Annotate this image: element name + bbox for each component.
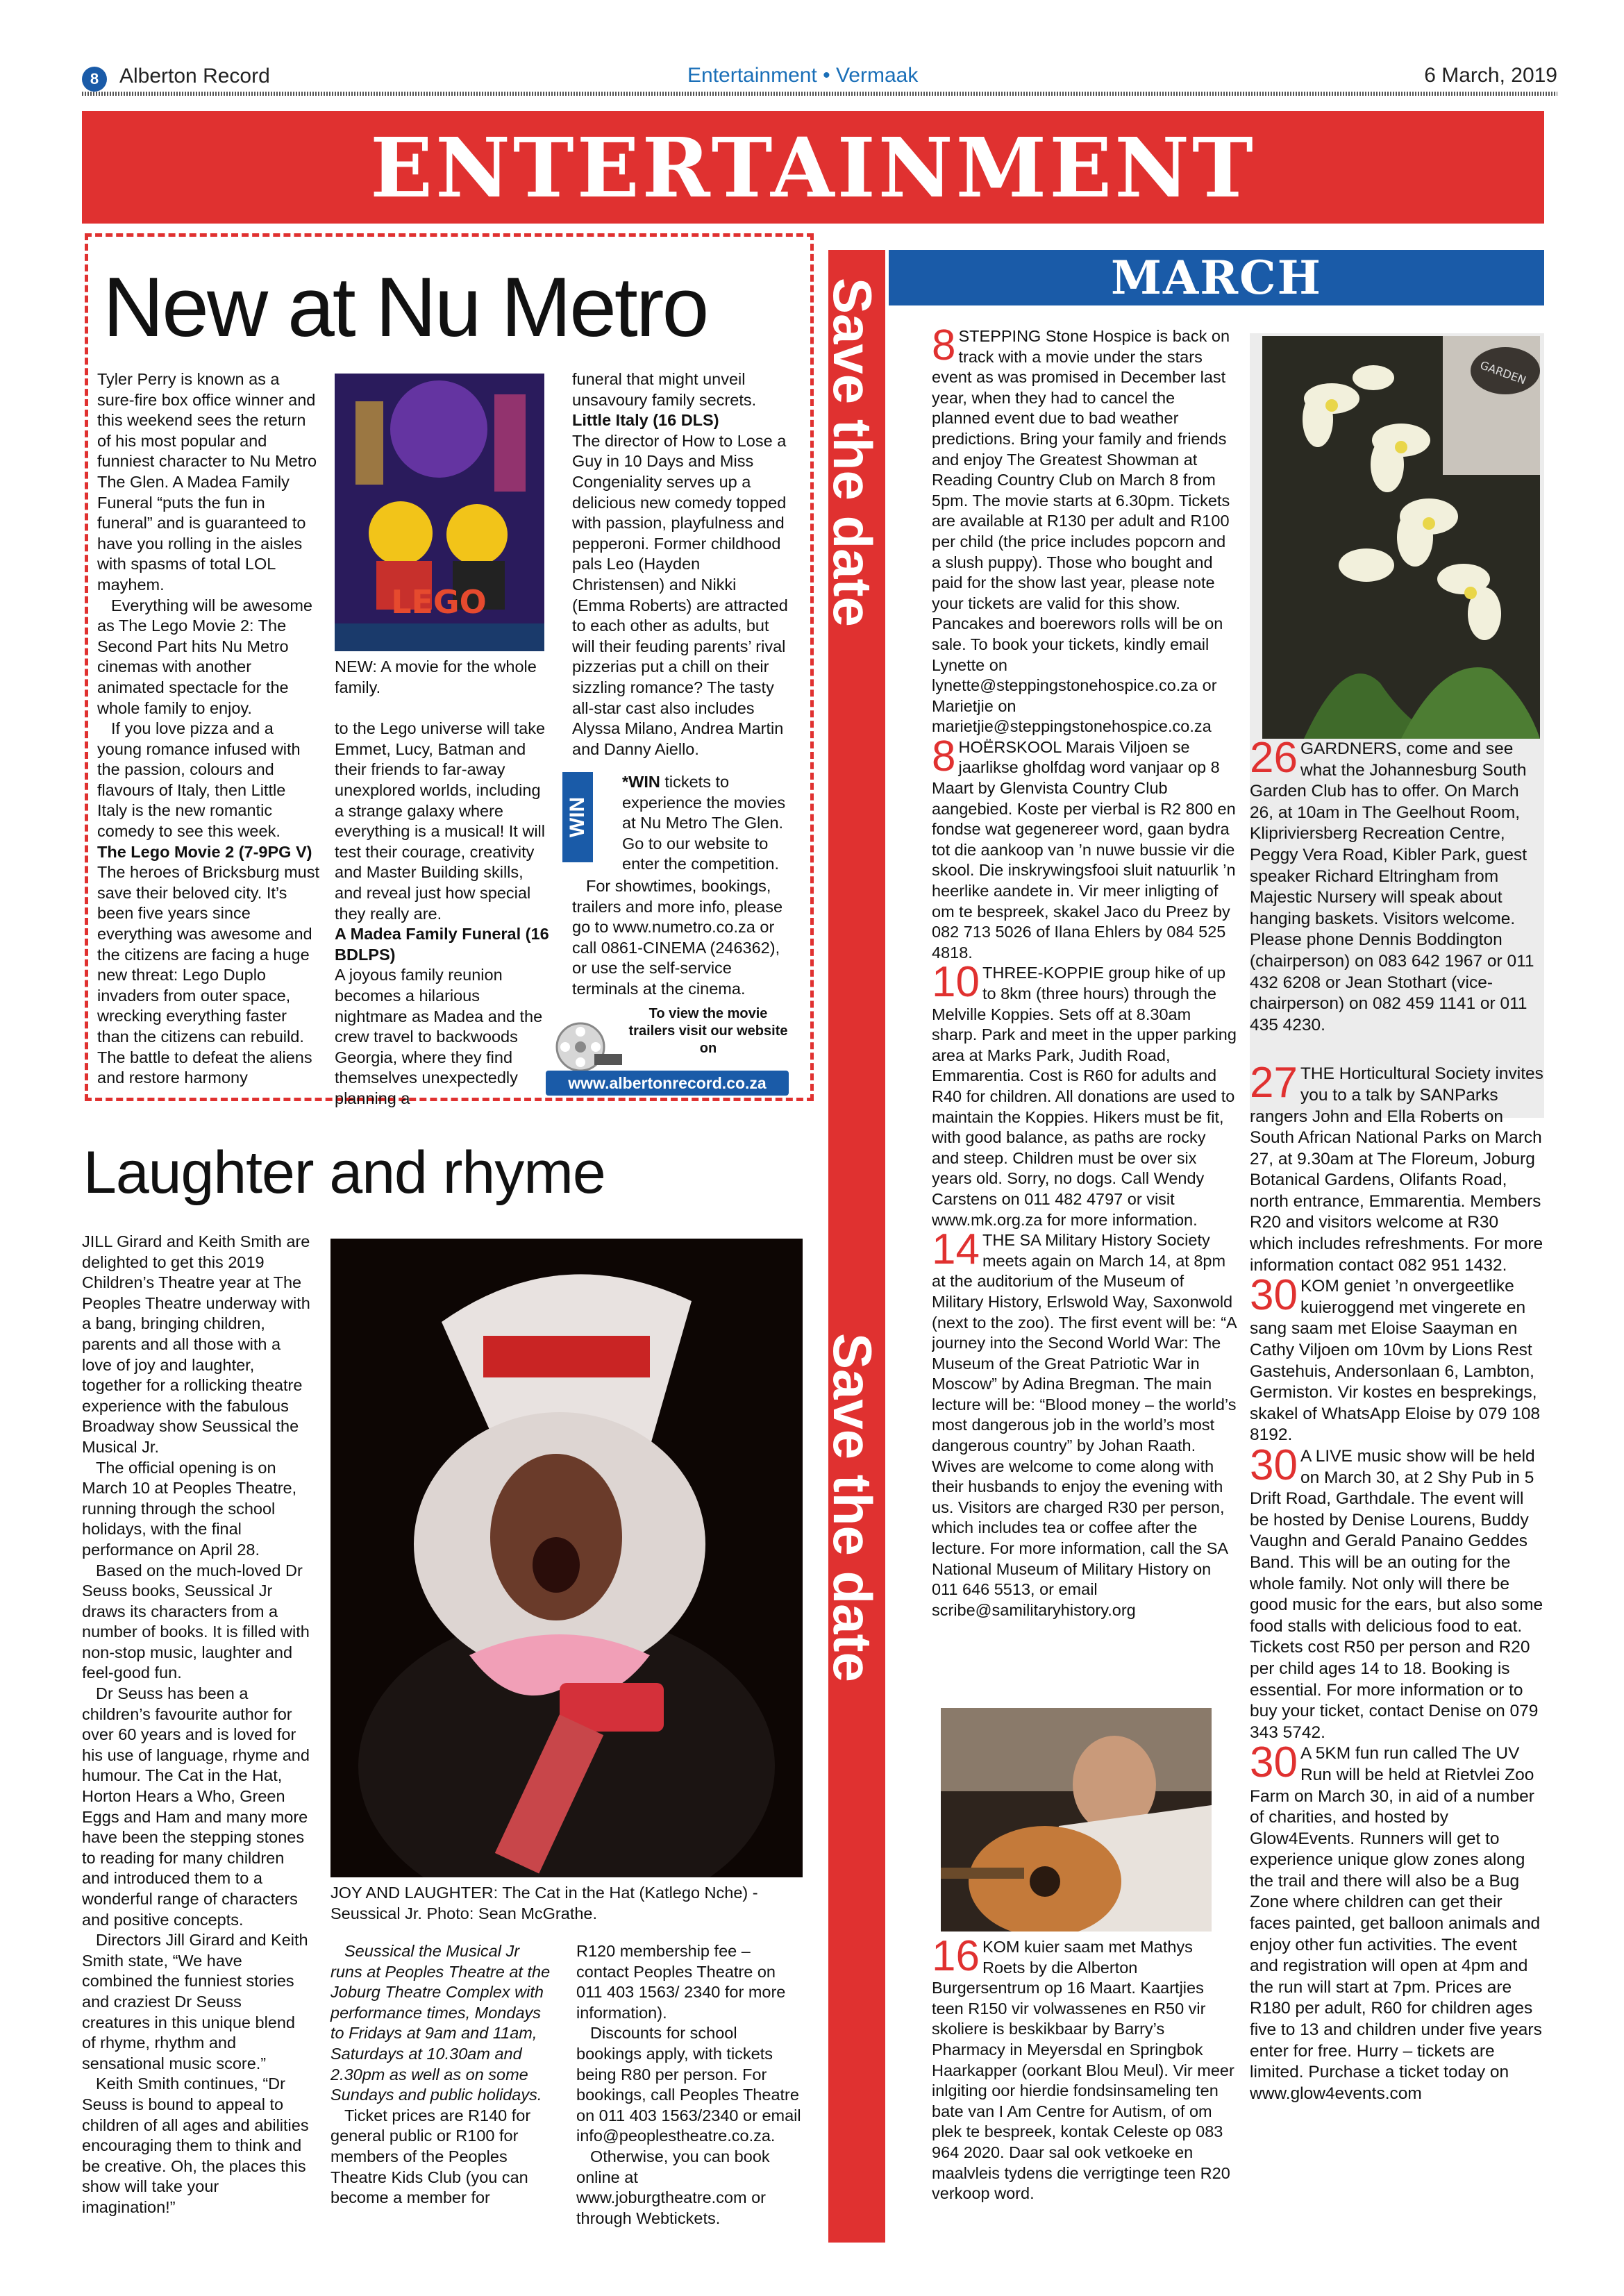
event-text: KOM geniet ’n onvergeetlike kuieroggend met vingerete en sang saam met Eloise Saayman en Cathy Viljoen om 10vm by Lions Rest Gastehuis, Andersonlaan 6, Lambton, Germiston. Vir kostes en besprekings, skakel of WhatsApp Eloise by 079 108 8192.	[1250, 1277, 1541, 1445]
save-the-date-strip	[822, 250, 885, 2243]
event-text: THE Horticultural Society invites you to a talk by SANParks rangers John and Ella Roberts on South African National Parks on March 27, at 9.30am at The Floreum, Joburg Botanical Gardens, Olifants Road, north entrance, Emmarentia. Members R20 and visitors welcome at R30 which includes refreshments. For more information contact 082 951 1432.	[1250, 1064, 1543, 1275]
article-paragraph: Discounts for school bookings apply, with tickets being R80 per person. For bookings, call Peoples Theatre on 011 403 1563/2340 or email info@peoplestheatre.co.za.	[576, 2024, 801, 2145]
article-paragraph: A joyous family reunion becomes a hilarious nightmare as Madea and the crew travel to backwoods Georgia, where they find themselves unexpectedly planning a	[335, 966, 543, 1107]
event-item	[1250, 739, 1544, 1036]
article-paragraph: The heroes of Bricksburg must save their beloved city. It’s been five years since everything was awesome and the citizens are facing a huge new threat: Lego Duplo invaders from outer space, wrecking everything faster than the citizens can rebuild. The battle to defeat the aliens and restore harmony	[97, 863, 319, 1087]
article-paragraph: JILL Girard and Keith Smith are delighted to get this 2019 Children’s Theatre year at The Peoples Theatre underway with a bang, bringing children, parents and all those with a love of joy and laughter, together for a rollicking theatre experience with the fabulous Broadway show Seussical the Musical Jr.	[82, 1232, 310, 1456]
article-paragraph: Otherwise, you can book online at www.joburgtheatre.com or through Webtickets.	[576, 2147, 770, 2227]
nu-metro-col3	[572, 369, 791, 760]
event-text: HOËRSKOOL Marais Viljoen se jaarlikse gholfdag word vanjaar op 8 Maart by Glenvista Country Club aangebied. Koste per vierbal is R2 800 en fondse wat gegenereer word, gaan bydra tot die aankoop van ’n nuwe bussie vir die skool. Die inskrywingsfooi sluit natuurlik ’n heerlike aandete in. Vir meer inligting of om te bespreek, skakel Jaco du Preez by 082 713 5026 of Ilana Ehlers by 084 525 4818.	[932, 737, 1236, 962]
laughter-col1	[82, 1232, 311, 2218]
trailer-promo-text: To view the movie trailers visit our website on	[628, 1006, 788, 1056]
website-url-link[interactable]: www.albertonrecord.co.za	[546, 1071, 789, 1096]
event-day: 26	[1250, 739, 1298, 782]
event-day: 16	[932, 1937, 980, 1980]
event-text: STEPPING Stone Hospice is back on track with a movie under the stars event as was promised in December last year, when they had to cancel the planned event due to bad weather predictions. Bring your family and friends and enjoy The Greatest Showman at Reading Country Club on March 8 from 5pm. The movie starts at 6.30pm. Tickets are available at R130 per adult and R100 per child (the price includes popcorn and a slush puppy). Those who bought and paid for the show last year, please note your tickets are valid for this show. Pancakes and boerewors rolls will be on sale. To book your tickets, kindly email Lynette on lynette@steppingstonehospice.co.za or Marietjie on marietjie@steppingstonehospice.co.za	[932, 327, 1230, 736]
lego-movie-poster	[335, 374, 544, 651]
events-right-col	[1250, 739, 1544, 2104]
paper-name: Alberton Record	[119, 65, 270, 87]
article-paragraph: Tyler Perry is known as a sure-fire box office winner and this weekend sees the return of his most popular and funniest character to Nu Metro The Glen. A Madea Family Funeral “puts the fun in funeral” and is guaranteed to have you rolling in the aisles with spasms of total LOL mayhem.	[97, 370, 317, 594]
subheading: Little Italy (16 DLS)	[572, 411, 719, 430]
save-the-date-label: Save the date	[822, 1333, 883, 1682]
win-badge: WIN	[562, 772, 593, 862]
showtimes-text: For showtimes, bookings, trailers and more info, please go to www.numetro.co.za or call 0861-CINEMA (246362), or use the self-service terminals at the cinema.	[572, 877, 783, 998]
guitarist-photo	[941, 1708, 1212, 1932]
article-paragraph: R120 membership fee – contact Peoples Theatre on 011 403 1563/ 2340 for more information).	[576, 1942, 786, 2022]
subheading: A Madea Family Funeral (16 BDLPS)	[335, 925, 549, 964]
event-item	[932, 1230, 1237, 1620]
nu-metro-col2	[335, 657, 550, 1109]
article-paragraph: funeral that might unveil unsavoury family secrets.	[572, 370, 757, 409]
event-day: 10	[932, 963, 980, 1007]
event-day: 30	[1250, 1446, 1298, 1489]
article-paragraph: Directors Jill Girard and Keith Smith state, “We have combined the funniest stories and craziest Dr Seuss creatures in this unique blend of rhyme, rhythm and sensational music score.”	[82, 1931, 308, 2072]
svg-text:GARDEN: GARDEN	[1478, 358, 1528, 387]
event-item	[1250, 1743, 1544, 2104]
event-day: 8	[932, 326, 956, 369]
film-reel-icon	[553, 1019, 622, 1075]
event-item	[1250, 1064, 1544, 1276]
article-paragraph: Ticket prices are R140 for general public or R100 for members of the Peoples Theatre Kids Club (you can become a member for	[330, 2106, 531, 2207]
event-item	[932, 737, 1237, 964]
article-paragraph: Based on the much-loved Dr Seuss books, Seussical Jr draws its characters from a number of books. It is filled with non-stop music, laughter and feel-good fun.	[82, 1561, 310, 1682]
entertainment-banner	[82, 111, 1544, 224]
event-item	[1250, 1276, 1544, 1446]
save-the-date-label: Save the date	[822, 278, 883, 627]
photo-caption: JOY AND LAUGHTER: The Cat in the Hat (Katlego Nche) - Seussical Jr. Photo: Sean McGrathe.	[330, 1884, 758, 1922]
event-text: KOM kuier saam met Mathys Roets by die Alberton Burgersentrum op 16 Maart. Kaartjies teen R150 vir volwassenes en R50 vir skoliere is beskikbaar by Barry’s Pharmacy in Meyersdal en Springbok Haarkapper (oorkant Blou Meul). Vir meer inlgiting oor hierdie fondsinsameling ten bate van I Am Centre for Autism, of om plek te bespreek, kontak Celeste op 083 964 2020. Daar sal ook vetkoeke en maalvleis tydens die verrigtinge teen R20 verkoop word.	[932, 1938, 1234, 2203]
event-text: A LIVE music show will be held on March 30, at 2 Shy Pub in 5 Drift Road, Garthdale. The event will be hosted by Denise Lourens, Buddy Vaughn and Gerald Panaino Geddes Band. This will be an outing for the whole family. Not only will there be good music for the ears, but also some food stalls with delicious food to eat. Tickets cost R50 per person and R20 per child ages 14 to 18. Booking is essential. For more information or to buy your ticket, contact Denise on 079 343 5742.	[1250, 1447, 1543, 1742]
event-item	[1250, 1446, 1544, 1743]
laughter-col3	[576, 1941, 802, 2229]
article-paragraph: Seussical the Musical Jr runs at Peoples Theatre at the Joburg Theatre Complex with performance times, Mondays to Fridays at 9am and 11am, Saturdays at 10.30am and 2.30pm as well as on some Sundays and public holidays.	[330, 1942, 551, 2104]
event-text: THE SA Military History Society meets again on March 14, at 8pm at the auditorium of the Museum of Military History, Erlswold Way, Saxonwold (next to the zoo). The first event will be: “A journey into the Second World War: The Museum of the Great Patriotic War in Moscow” by Adina Bregman. The main lecture will be: “Blood money – the world’s most dangerous job in the world’s most dangerous country” by Johan Raath. Wives are welcome to come along with their husbands to enjoy the evening with us. Visitors are charged R30 per person, which includes tea or coffee after the lecture. For more information, call the SA National Museum of Military History on 011 646 5513, or email scribe@samilitaryhistory.org	[932, 1231, 1237, 1619]
event-item	[932, 326, 1237, 737]
event-text: THREE-KOPPIE group hike of up to 8km (three hours) through the Melville Koppies. Sets off at 8.30am sharp. Park and meet in the upper parking area at Marks Park, Judith Road, Emmarentia. Cost is R60 for adults and R40 for children. All donations are used to maintain the Koppies. Hikers must be fit, with good balance, as paths are rocky and steep. Children must be over six years old. Sorry, no dogs. Call Wendy Carstens on 011 482 4797 or visit www.mk.org.za for more information.	[932, 964, 1237, 1229]
event-item	[932, 1937, 1237, 2204]
event-day: 30	[1250, 1743, 1298, 1787]
event-day: 14	[932, 1230, 980, 1274]
march-header: MARCH	[889, 250, 1544, 305]
events-left-col-bottom	[932, 1937, 1237, 2204]
events-left-col	[932, 326, 1237, 1620]
banner-title: ENTERTAINMENT	[370, 119, 1256, 216]
article-paragraph: to the Lego universe will take Emmet, Lucy, Batman and their friends to far-away unexplored worlds, including a strange galaxy where everything is a musical! It will test their courage, creativity and Master Building skills, and reveal just how special they really are.	[335, 719, 546, 923]
page-number-badge: 8	[82, 67, 107, 92]
article-paragraph: Dr Seuss has been a children’s favourite author for over 60 years and is loved for his use of language, rhyme and humour. The Cat in the Hat, Horton Hears a Who, Green Eggs and Ham and many more have been the stepping stones to reading for many children and introduced them to a wonderful range of characters and positive concepts.	[82, 1684, 310, 1929]
article-paragraph: The director of How to Lose a Guy in 10 Days and Miss Congeniality serves up a delicious new comedy topped with passion, playfulness and pepperoni. Former childhood pals Leo (Hayden Christensen) and Nikki (Emma Roberts) are attracted to each other as adults, but will their feuding parents’ rival pizzerias put a chill on their sizzling romance? The tasty all-star cast also includes Alyssa Milano, Andrea Martin and Danny Aiello.	[572, 431, 788, 758]
subheading: The Lego Movie 2 (7-9PG V)	[97, 842, 312, 861]
event-text: A 5KM fun run called The UV Run will be held at Rietvlei Zoo Farm on March 30, in aid of a number of charities, and hosted by Glow4Events. Runners will get to experience unique glow zones along the trail and there will also be a Bug Zone where children can get their faces painted, get balloon animals and enjoy other fun activities. The event and registration will open at 4pm and the run will start at 7pm. Prices are R180 per adult, R60 for children ages five to 13 and children under five years enter for free. Hurry – tickets are limited. Purchase a ticket today on www.glow4events.com	[1250, 1744, 1542, 2103]
cat-in-the-hat-photo	[330, 1239, 803, 1877]
event-item	[932, 963, 1237, 1230]
event-day: 30	[1250, 1276, 1298, 1320]
laughter-title: Laughter and rhyme	[83, 1139, 605, 1206]
svg-text:LEGO: LEGO	[391, 583, 487, 621]
issue-date: 6 March, 2019	[1424, 64, 1557, 87]
laughter-col2	[330, 1941, 553, 2209]
nu-metro-col1	[97, 369, 319, 1089]
event-text: GARDNERS, come and see what the Johannesburg South Garden Club has to offer. On March 26, at 10am in The Geelhout Room, Klipriviersberg Recreation Centre, Peggy Vera Road, Kibler Park, guest speaker Richard Eltringham from Majestic Nursery will speak about hanging baskets. Visitors welcome. Please phone Dennis Boddington (chairperson) on 083 642 1967 or 011 432 6208 or Jean Stothart (vice-chairperson) on 082 459 1141 or 011 435 4230.	[1250, 739, 1534, 1034]
event-day: 27	[1250, 1064, 1298, 1107]
poster-caption: NEW: A movie for the whole family.	[335, 657, 537, 696]
header-rule	[82, 92, 1557, 96]
event-day: 8	[932, 737, 956, 780]
section-label: Entertainment • Vermaak	[687, 64, 919, 87]
win-text	[622, 772, 796, 875]
article-paragraph: Keith Smith continues, “Dr Seuss is bound to appeal to children of all ages and abilities encouraging them to think and be creative. Oh, the places this show will take your imagination!”	[82, 2075, 309, 2216]
win-body: tickets to experience the movies at Nu Metro The Glen. Go to our website to enter the competition.	[622, 773, 786, 873]
article-paragraph: Everything will be awesome as The Lego Movie 2: The Second Part hits Nu Metro cinemas with another animated spectacle for the whole family to enjoy.	[97, 596, 312, 717]
orchid-photo	[1262, 336, 1540, 739]
article-paragraph: If you love pizza and a young romance infused with the passion, colours and flavours of Italy, then Little Italy is the new romantic comedy to see this week.	[97, 719, 301, 841]
article-paragraph: The official opening is on March 10 at Peoples Theatre, running through the school holidays, with the final performance on April 28.	[82, 1458, 297, 1559]
nu-metro-title: New at Nu Metro	[103, 260, 708, 354]
win-lead: *WIN	[622, 773, 660, 791]
